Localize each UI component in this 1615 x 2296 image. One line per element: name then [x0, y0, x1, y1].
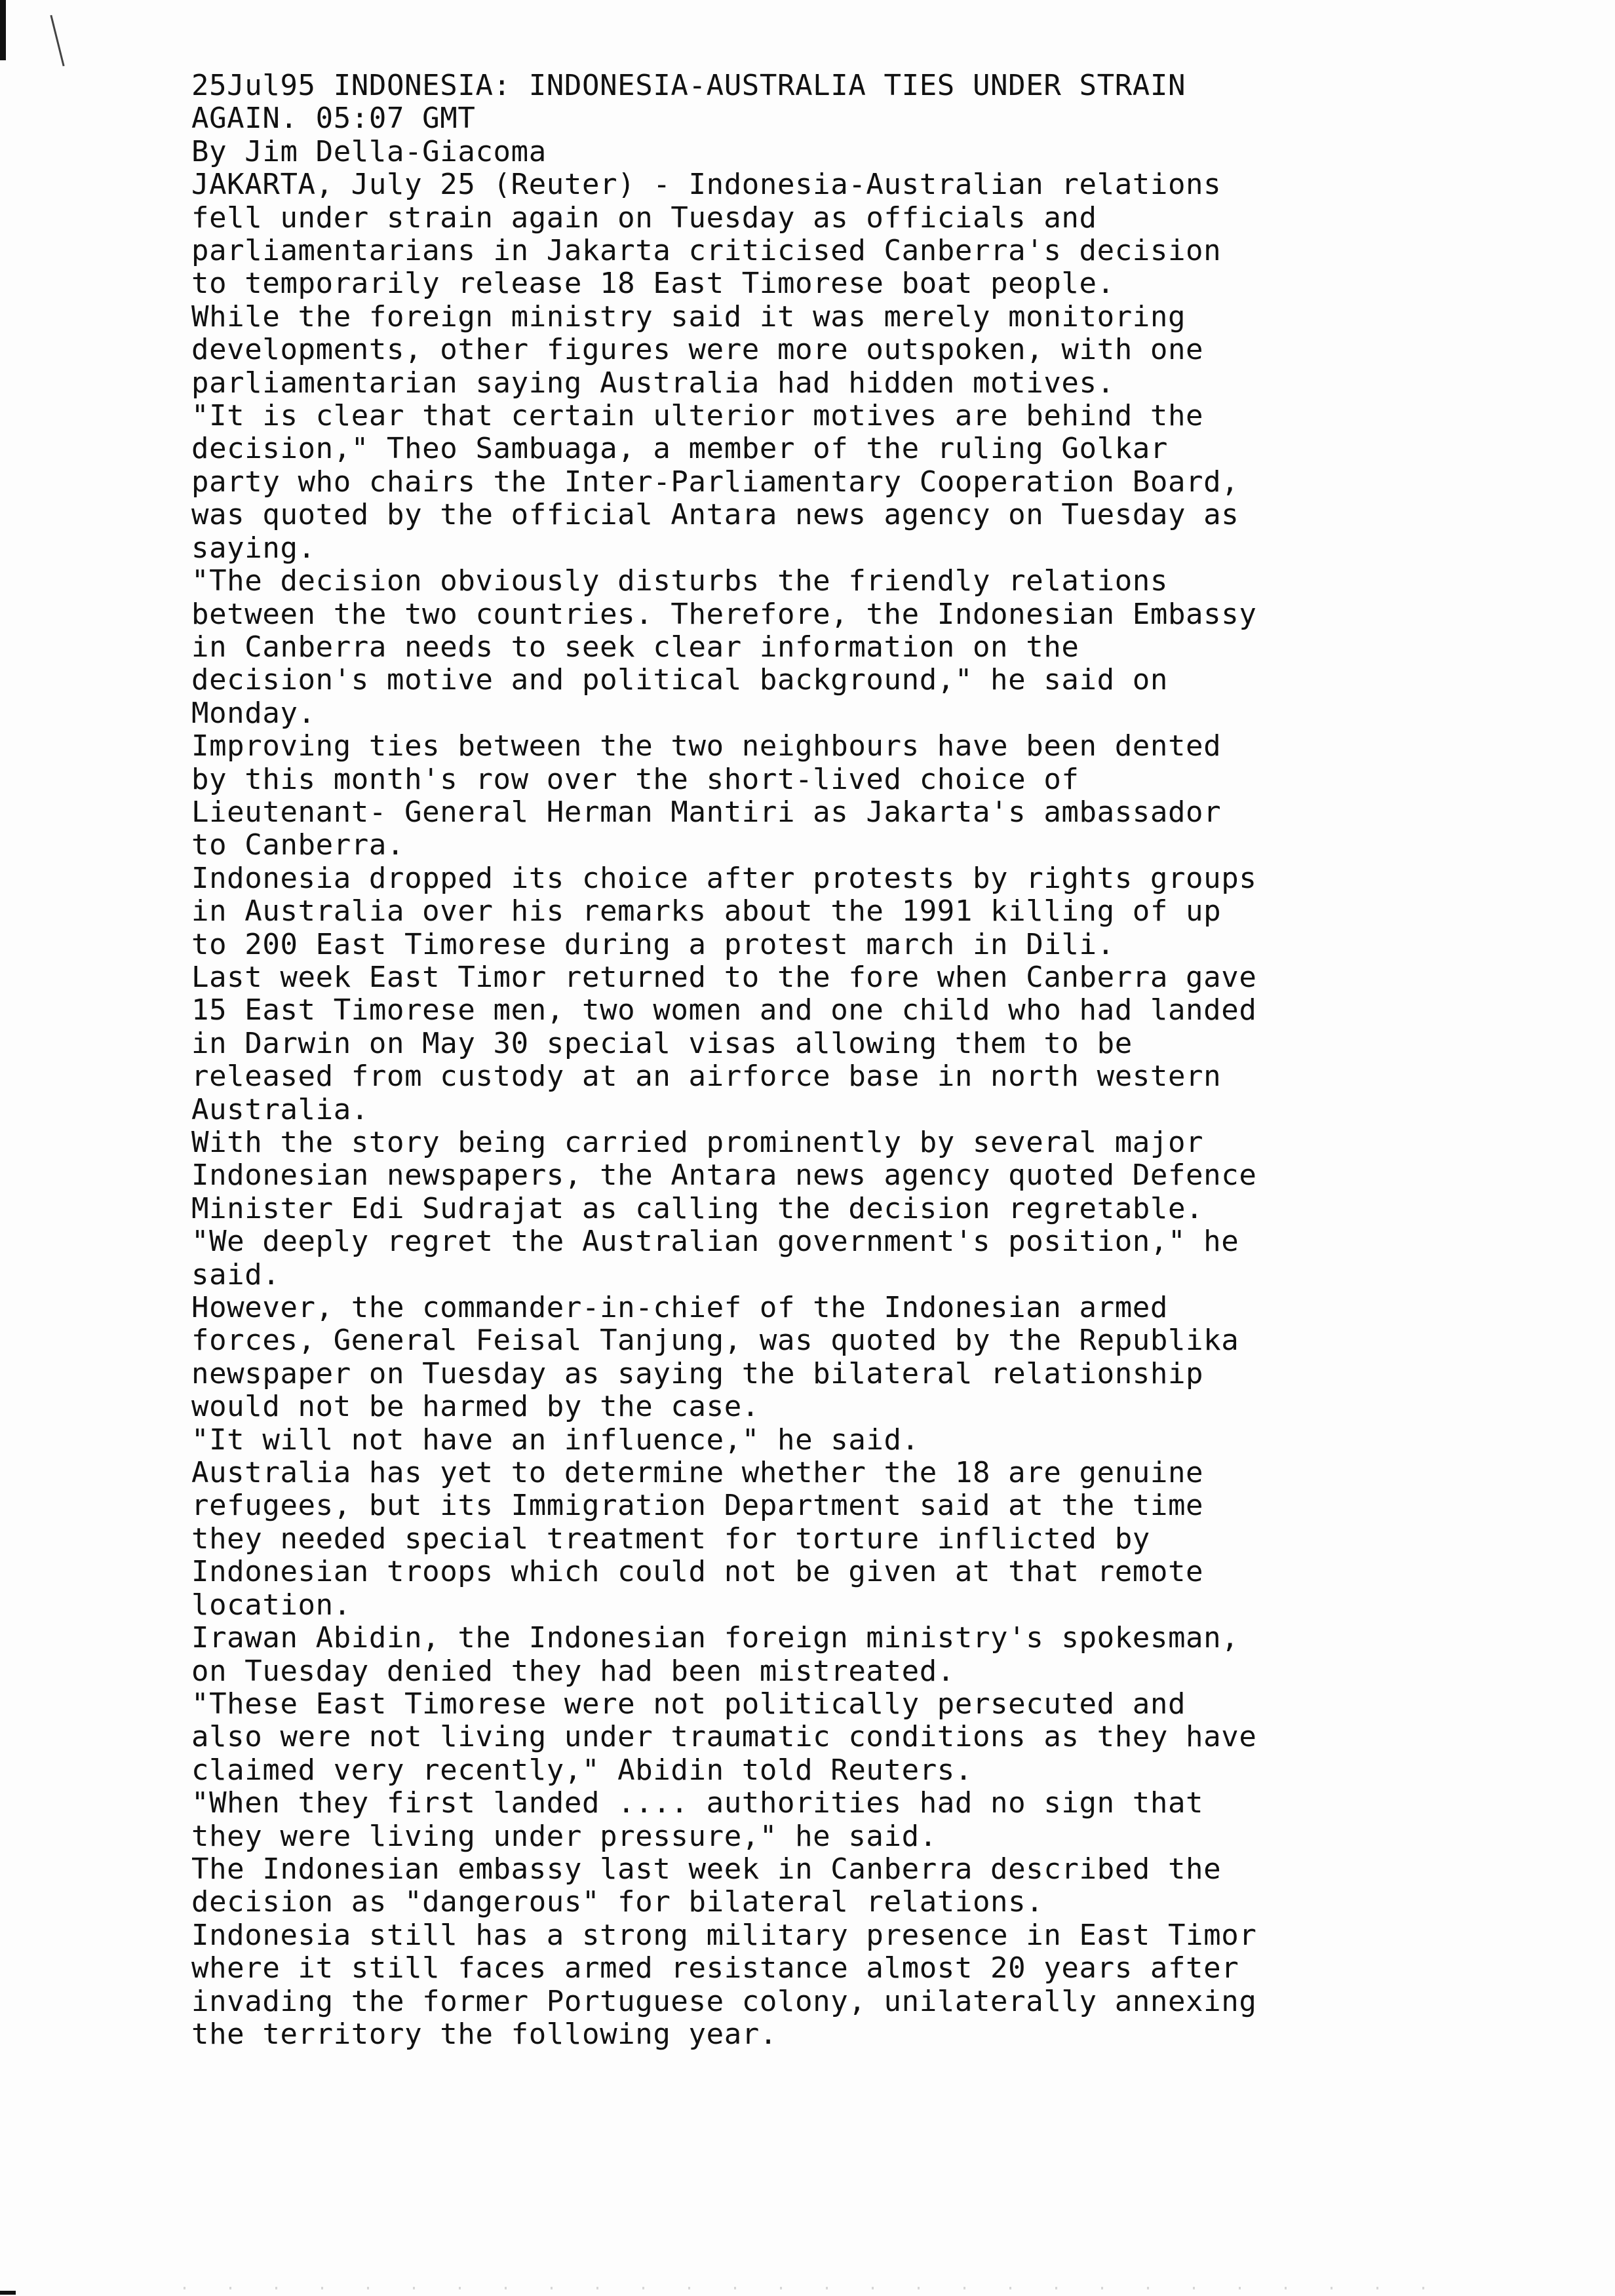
scan-corner-mark — [0, 2291, 16, 2295]
text-line: parliamentarian saying Australia had hidden motives. — [191, 366, 1115, 400]
text-line: Last week East Timor returned to the fore when Canberra gave — [191, 960, 1257, 994]
text-line: Indonesia dropped its choice after protests by rights groups — [191, 861, 1257, 895]
text-line: "The decision obviously disturbs the friendly relations — [191, 564, 1168, 598]
text-line: would not be harmed by the case. — [191, 1390, 760, 1424]
text-line: released from custody at an airforce base in north western — [191, 1060, 1222, 1094]
text-line: 25Jul95 INDONESIA: INDONESIA-AUSTRALIA TIES UNDER STRAIN — [191, 69, 1186, 102]
text-line: "We deeply regret the Australian government's position," he — [191, 1225, 1239, 1259]
text-line: "It is clear that certain ulterior motives are behind the — [191, 399, 1204, 433]
text-line: in Darwin on May 30 special visas allowing them to be — [191, 1026, 1133, 1060]
text-line: Monday. — [191, 696, 316, 730]
text-line: Minister Edi Sudrajat as calling the decision regretable. — [191, 1191, 1204, 1225]
text-line: location. — [191, 1588, 351, 1622]
text-line: However, the commander-in-chief of the Indonesian armed — [191, 1291, 1168, 1325]
text-line: between the two countries. Therefore, the Indonesian Embassy — [191, 597, 1257, 631]
text-line: in Canberra needs to seek clear information on the — [191, 630, 1080, 664]
text-line: "It will not have an influence," he said. — [191, 1423, 920, 1457]
text-line: refugees, but its Immigration Department said at the time — [191, 1489, 1204, 1523]
text-line: Lieutenant- General Herman Mantiri as Jakarta's ambassador — [191, 795, 1222, 829]
text-line: The Indonesian embassy last week in Canberra described the — [191, 1852, 1222, 1886]
text-line: "When they first landed .... authorities had no sign that — [191, 1786, 1204, 1820]
text-line: Indonesian newspapers, the Antara news agency quoted Defence — [191, 1158, 1257, 1193]
text-line: fell under strain again on Tuesday as officials and — [191, 201, 1097, 235]
scan-edge-mark — [0, 0, 6, 60]
text-line: With the story being carried prominently by several major — [191, 1126, 1204, 1159]
text-line: in Australia over his remarks about the 1991 killing of up — [191, 894, 1222, 928]
text-line: developments, other figures were more outspoken, with one — [191, 333, 1204, 367]
text-line: to Canberra. — [191, 828, 405, 862]
text-line: was quoted by the official Antara news agency on Tuesday as — [191, 498, 1239, 532]
text-line: parliamentarians in Jakarta criticised Canberra's decision — [191, 234, 1222, 268]
text-line: JAKARTA, July 25 (Reuter) - Indonesia-Australian relations — [191, 168, 1222, 202]
text-line: party who chairs the Inter-Parliamentary Cooperation Board, — [191, 465, 1239, 499]
text-line: AGAIN. 05:07 GMT — [191, 102, 476, 136]
text-line: saying. — [191, 531, 316, 565]
text-line: newspaper on Tuesday as saying the bilateral relationship — [191, 1356, 1204, 1390]
text-line: By Jim Della-Giacoma — [191, 134, 547, 168]
text-line: 15 East Timorese men, two women and one child who had landed — [191, 993, 1257, 1027]
text-line: decision," Theo Sambuaga, a member of the ruling Golkar — [191, 432, 1168, 466]
text-line: Australia has yet to determine whether the 18 are genuine — [191, 1456, 1204, 1490]
text-line: claimed very recently," Abidin told Reuters. — [191, 1753, 973, 1787]
text-line: said. — [191, 1257, 281, 1292]
text-line: While the foreign ministry said it was merely monitoring — [191, 299, 1186, 334]
text-line: Indonesian troops which could not be given at that remote — [191, 1555, 1204, 1589]
text-line: Improving ties between the two neighbours have been dented — [191, 729, 1222, 763]
text-line: to temporarily release 18 East Timorese boat people. — [191, 267, 1115, 301]
text-line: Irawan Abidin, the Indonesian foreign ministry's spokesman, — [191, 1621, 1239, 1655]
text-line: they were living under pressure," he said. — [191, 1819, 937, 1853]
text-line: they needed special treatment for torture inflicted by — [191, 1521, 1150, 1556]
text-line: the territory the following year. — [191, 2017, 777, 2051]
scan-dust — [184, 2287, 1429, 2289]
article-text — [191, 69, 1594, 2051]
text-line: where it still faces armed resistance almost 20 years after — [191, 1951, 1239, 1985]
text-line: to 200 East Timorese during a protest march in Dili. — [191, 927, 1115, 961]
text-line: Australia. — [191, 1092, 369, 1126]
text-line: decision's motive and political background," he said on — [191, 663, 1168, 697]
scan-stroke-mark — [50, 15, 64, 66]
text-line: "These East Timorese were not politically persecuted and — [191, 1687, 1186, 1721]
text-line: forces, General Feisal Tanjung, was quoted by the Republika — [191, 1324, 1239, 1358]
text-line: by this month's row over the short-lived choice of — [191, 762, 1080, 796]
text-line: Indonesia still has a strong military presence in East Timor — [191, 1918, 1257, 1952]
text-line: invading the former Portuguese colony, unilaterally annexing — [191, 1984, 1257, 2018]
text-line: on Tuesday denied they had been mistreated. — [191, 1654, 955, 1688]
text-line: also were not living under traumatic conditions as they have — [191, 1720, 1257, 1754]
text-line: decision as "dangerous" for bilateral relations. — [191, 1885, 1044, 1919]
